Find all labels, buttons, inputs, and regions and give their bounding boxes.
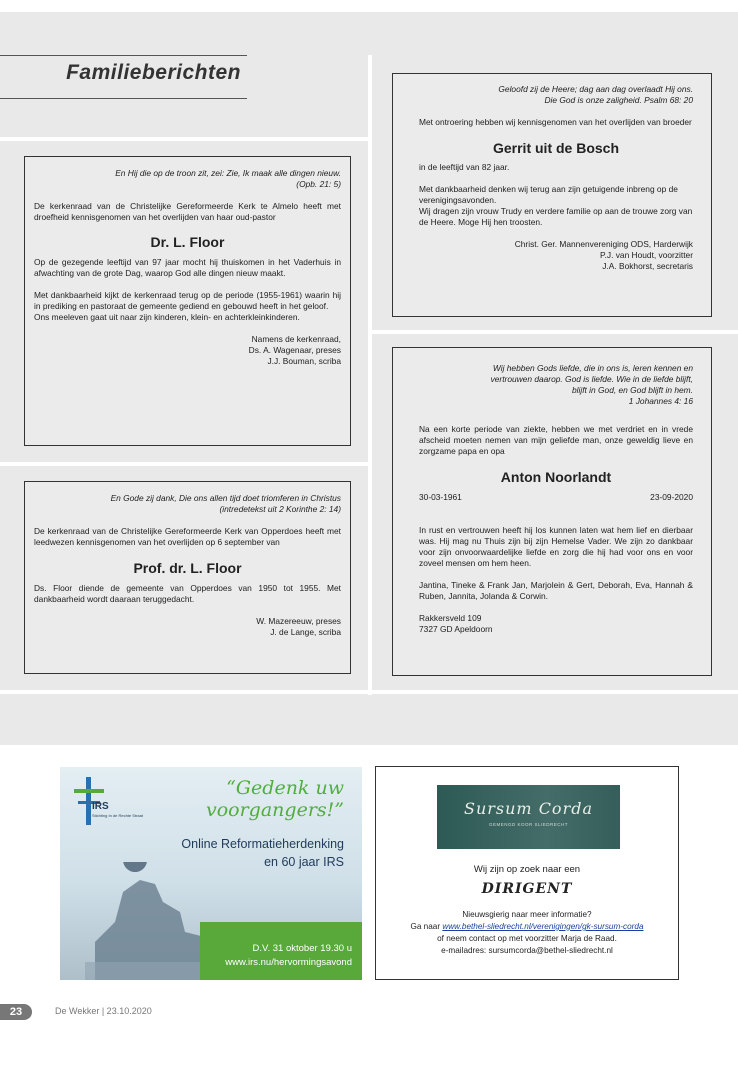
page-number: 23 [0, 1004, 32, 1020]
death-date: 23-09-2020 [650, 492, 693, 502]
ad-details [376, 909, 678, 957]
ad-heading: DIRIGENT [481, 881, 573, 897]
ad-line: Nieuwsgierig naar meer informatie? [462, 910, 592, 919]
banner-subtitle: GEMENGD KOOR SLIEDRECHT [488, 822, 568, 827]
birth-date: 30-03-1961 [419, 492, 462, 502]
bible-reference: (Opb. 21: 5) [296, 179, 341, 189]
notice-paragraph: In rust en vertrouwen heeft hij los kunnen laten wat hem lief en dierbaar was. Hij mag nu Thuis zijn bij zijn Hemelse Vader. We zijn zo dankbaar voor zijn onvoorwaardelijke liefde en zorg die hij had voor ons en voor zoveel mensen om hem heen. [419, 525, 693, 568]
address-line: 7327 GD Apeldoorn [419, 624, 493, 634]
family-names: Jantina, Tineke & Frank Jan, Marjolein & Gert, Deborah, Eva, Hannah & Ruben, Jannita, Jolanda & Corwin. [419, 580, 693, 601]
contact-email: e-mailadres: sursumcorda@bethel-sliedrecht.nl [441, 946, 613, 955]
ad-green-panel [200, 922, 362, 980]
signature-line: J.A. Bokhorst, secretaris [602, 261, 693, 271]
ad-slogan [206, 777, 344, 821]
sursum-corda-advertisement [375, 766, 679, 980]
notice-uit-de-bosch [392, 73, 712, 317]
signature-line: P.J. van Houdt, voorzitter [600, 250, 693, 260]
notice-paragraph: Ds. Floor diende de gemeente van Opperdoes van 1950 tot 1955. Met dankbaarheid wordt daaraan teruggedacht. [34, 583, 341, 604]
subtitle-line: en 60 jaar IRS [264, 855, 344, 869]
ad-line: Wij zijn op zoek naar een [473, 864, 581, 875]
divider [0, 137, 368, 141]
bible-quote: En Hij die op de troon zit, zei: Zie, Ik maak alle dingen nieuw. [115, 168, 341, 178]
signature-line: Ds. A. Wagenaar, preses [248, 345, 341, 355]
bible-reference: (intredetekst uit 2 Korinthe 2: 14) [219, 504, 341, 514]
bible-reference: 1 Johannes 4: 16 [628, 396, 693, 406]
life-dates [419, 492, 693, 503]
slogan-line: “Gedenk uw [226, 777, 344, 799]
bible-quote: Wij hebben Gods liefde, die in ons is, leren kennen en [492, 363, 693, 373]
deceased-name: Dr. L. Floor [150, 234, 225, 250]
sursum-corda-link[interactable]: www.bethel-sliedrecht.nl/verenigingen/gk-sursum-corda [442, 922, 644, 931]
notice-floor-almelo [24, 156, 351, 446]
notice-paragraph: Met dankbaarheid denken wij terug aan zijn getuigende inbreng op de verenigingsavonden. [419, 184, 678, 205]
notice-paragraph: Op de gezegende leeftijd van 97 jaar mocht hij thuiskomen in het Vaderhuis in afwachting van de grote Dag, waarop God alle dingen nieuw maakt. [34, 257, 341, 278]
divider [0, 462, 368, 466]
event-date: D.V. 31 oktober 19.30 u [252, 943, 352, 954]
bible-quote: En Gode zij dank, Die ons allen tijd doet triomferen in Christus [110, 493, 341, 503]
sursum-corda-banner [437, 785, 620, 849]
bible-reference: Die God is onze zaligheid. Psalm 68: 20 [544, 95, 693, 105]
ad-line: of neem contact op met voorzitter Marja de Raad. [437, 934, 617, 943]
notice-intro: De kerkenraad van de Christelijke Gereformeerde Kerk te Almelo heeft met droefheid kennisgenomen van het overlijden van haar oud-pastor [34, 201, 341, 222]
signature-line: Christ. Ger. Mannenvereniging ODS, Harderwijk [514, 239, 693, 249]
irs-logo-text: IRS [92, 801, 109, 812]
notice-floor-opperdoes [24, 481, 351, 674]
signature-line: Namens de kerkenraad, [251, 334, 341, 344]
subtitle-line: Online Reformatieherdenking [181, 837, 344, 851]
column-divider [368, 55, 372, 695]
divider [372, 330, 738, 334]
ad-line-prefix: Ga naar [410, 922, 441, 931]
slogan-line: voorgangers!” [205, 799, 344, 821]
signature-line: W. Mazereeuw, preses [256, 616, 341, 626]
event-url[interactable]: www.irs.nu/hervormingsavond [225, 957, 352, 968]
address-line: Rakkersveld 109 [419, 613, 482, 623]
signature-line: J. de Lange, scriba [270, 627, 341, 637]
signature-line: J.J. Bouman, scriba [267, 356, 341, 366]
bible-quote: Geloofd zij de Heere; dag aan dag overlaadt Hij ons. [498, 84, 693, 94]
irs-logo-subtitle: Stichting In de Rechte Straat [92, 813, 143, 818]
section-title: Familieberichten [66, 61, 241, 84]
notice-paragraph: Met dankbaarheid kijkt de kerkenraad terug op de periode (1955-1961) waarin hij in prediking en pastoraat de gemeente gediend en gebouwd heeft in het geloof. [34, 290, 341, 311]
section-header [0, 55, 247, 100]
divider [0, 690, 738, 694]
header-rule-bottom [0, 98, 247, 99]
notice-intro: Met ontroering hebben wij kennisgenomen van het overlijden van broeder [419, 117, 692, 127]
notice-intro: Na een korte periode van ziekte, hebben we met verdriet en in vrede afscheid moeten nemen van mijn geliefde man, onze geweldig lieve en zorgzame papa en opa [419, 424, 693, 456]
ad-subtitle [181, 835, 344, 871]
deceased-name: Prof. dr. L. Floor [133, 560, 242, 576]
notice-age: in de leeftijd van 82 jaar. [419, 162, 510, 172]
deceased-name: Gerrit uit de Bosch [492, 140, 620, 156]
notice-paragraph: Wij dragen zijn vrouw Trudy en verdere familie op aan de trouwe zorg van de Heere. Moge Hij hen troosten. [419, 206, 693, 227]
header-rule-top [0, 55, 247, 56]
notice-paragraph: Ons meeleven gaat uit naar zijn kinderen, klein- en achterkleinkinderen. [34, 312, 300, 322]
footer-text: De Wekker | 23.10.2020 [55, 1006, 152, 1016]
notice-noorlandt [392, 347, 712, 676]
bible-quote: blijft in God, en God blijft in hem. [571, 385, 693, 395]
deceased-name: Anton Noorlandt [500, 469, 612, 485]
banner-title: Sursum Corda [464, 799, 593, 818]
bible-quote: vertrouwen daarop. God is liefde. Wie in de liefde blijft, [490, 374, 693, 384]
irs-advertisement[interactable] [60, 767, 362, 980]
notice-intro: De kerkenraad van de Christelijke Gereformeerde Kerk van Opperdoes heeft met leedwezen kennisgenomen van het overlijden op 6 september van [34, 526, 341, 547]
